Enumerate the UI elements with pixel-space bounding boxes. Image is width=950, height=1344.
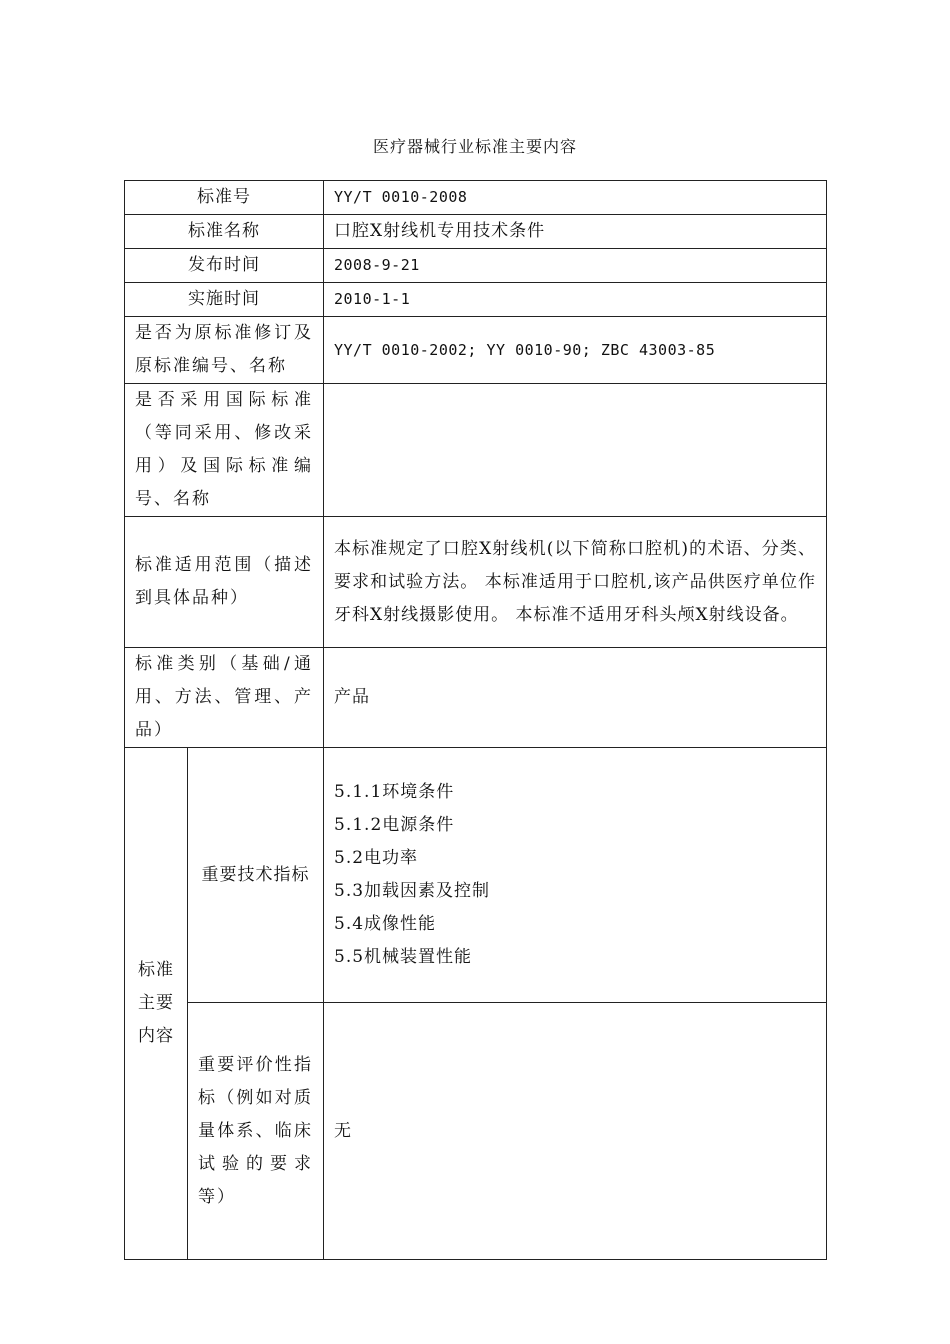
standard-name-label: 标准名称 [125, 215, 324, 249]
list-item: 5.4成像性能 [334, 914, 437, 934]
list-item: 5.5机械装置性能 [334, 947, 473, 967]
row-implement-date [125, 283, 827, 317]
standard-info-table [124, 180, 827, 1260]
publish-date-value: 2008-9-21 [324, 249, 827, 283]
row-standard-number [125, 181, 827, 215]
revision-value: YY/T 0010-2002; YY 0010-90; ZBC 43003-85 [324, 317, 827, 384]
tech-indicators-list [334, 776, 816, 974]
tech-indicators-cell [324, 748, 827, 1003]
row-standard-name [125, 215, 827, 249]
row-category [125, 648, 827, 748]
row-international [125, 384, 827, 517]
standard-number-label: 标准号 [125, 181, 324, 215]
category-value: 产品 [324, 648, 827, 748]
list-item: 5.1.2电源条件 [334, 815, 455, 835]
row-scope [125, 517, 827, 648]
list-item: 5.2电功率 [334, 848, 419, 868]
standard-number-value: YY/T 0010-2008 [324, 181, 827, 215]
scope-value: 本标准规定了口腔X射线机(以下简称口腔机)的术语、分类、要求和试验方法。 本标准适用于口腔机,该产品供医疗单位作牙科X射线摄影使用。 本标准不适用牙科头颅X射线设备。 [324, 517, 827, 648]
list-item: 5.1.1环境条件 [334, 782, 455, 802]
category-label: 标准类别（基础/通用、方法、管理、产品） [125, 648, 324, 748]
international-value [324, 384, 827, 517]
implement-date-value: 2010-1-1 [324, 283, 827, 317]
international-label: 是否采用国际标准（等同采用、修改采用）及国际标准编号、名称 [125, 384, 324, 517]
row-revision [125, 317, 827, 384]
revision-label: 是否为原标准修订及原标准编号、名称 [125, 317, 324, 384]
tech-indicators-label: 重要技术指标 [188, 748, 324, 1003]
eval-indicators-label: 重要评价性指标（例如对质量体系、临床试验的要求等） [188, 1003, 324, 1260]
row-eval-indicators [125, 1003, 827, 1260]
row-tech-indicators [125, 748, 827, 1003]
implement-date-label: 实施时间 [125, 283, 324, 317]
document-title: 医疗器械行业标准主要内容 [372, 137, 577, 156]
main-content-label: 标准主要内容 [125, 748, 188, 1260]
standard-name-value: 口腔X射线机专用技术条件 [324, 215, 827, 249]
eval-indicators-value: 无 [324, 1003, 827, 1260]
scope-label: 标准适用范围（描述到具体品种） [125, 517, 324, 648]
row-publish-date [125, 249, 827, 283]
publish-date-label: 发布时间 [125, 249, 324, 283]
list-item: 5.3加载因素及控制 [334, 881, 491, 901]
